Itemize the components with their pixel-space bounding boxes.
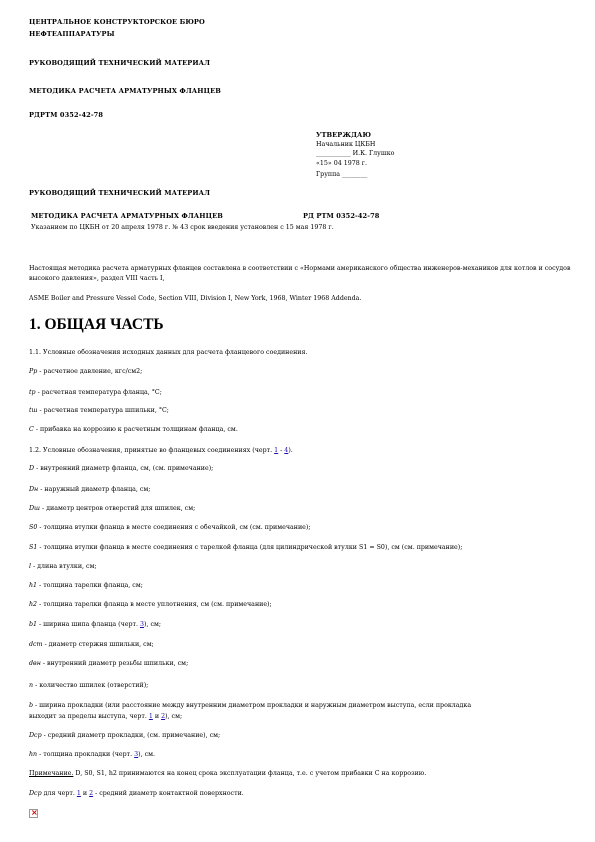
- dash: -: [278, 447, 285, 454]
- symbol-item-b: [29, 702, 471, 709]
- and-text: и: [152, 713, 162, 720]
- symbol-item: [29, 426, 238, 433]
- subheader-doc-title: МЕТОДИКА РАСЧЕТА АРМАТУРНЫХ ФЛАНЦЕВ: [31, 212, 223, 220]
- symbol-item: [29, 582, 143, 589]
- drawing-1-link[interactable]: 1: [76, 790, 81, 797]
- doc-type: РУКОВОДЯЩИЙ ТЕХНИЧЕСКИЙ МАТЕРИАЛ: [29, 59, 211, 67]
- symbol-item: [29, 601, 272, 608]
- intro-paragraph-2: ASME Boiler and Pressure Vessel Code, Section VIII, Division I, New York, 1968, Winter 1968 Addenda.: [29, 295, 362, 302]
- approval-title: УТВЕРЖДАЮ: [316, 131, 372, 139]
- symbol-desc-cont: выходит за пределы выступа, черт.: [29, 713, 149, 720]
- note-label: Примечание.: [29, 770, 74, 777]
- symbol-item: [29, 368, 142, 375]
- text: - средний диаметр контактной поверхности.: [93, 790, 244, 797]
- symbol-item-b1: [29, 621, 161, 628]
- drawing-2-link[interactable]: 2: [89, 790, 94, 797]
- section-1-1: 1.1. Условные обозначения исходных данных для расчета фланцевого соединения.: [29, 349, 308, 356]
- symbol-item: [29, 682, 148, 689]
- symbol: tр: [29, 389, 36, 396]
- note-text: D, S0, S1, h2 принимаются на конец срока эксплуатации фланца, т.е. с учетом прибавки С на коррозию.: [73, 770, 427, 777]
- doc-title: МЕТОДИКА РАСЧЕТА АРМАТУРНЫХ ФЛАНЦЕВ: [29, 87, 221, 95]
- drawing-3-link[interactable]: 3: [139, 621, 144, 628]
- subheader-decree: Указанием по ЦКБН от 20 апреля 1978 г. № 43 срок введения установлен с 15 мая 1978 г.: [31, 224, 334, 231]
- symbol: n: [29, 682, 34, 689]
- symbol: S1: [29, 544, 38, 551]
- symbol-desc: - длина втулки, см;: [31, 563, 97, 570]
- symbol-desc: - прибавка на коррозию к расчетным толщинам фланца, см.: [33, 426, 238, 433]
- symbol-item: [29, 486, 150, 493]
- symbol-item: [29, 563, 97, 570]
- symbol: Dср: [29, 790, 42, 797]
- drawing-1-link[interactable]: 1: [148, 713, 153, 720]
- symbol-item: [29, 465, 213, 472]
- contact-surface-line: [29, 790, 244, 797]
- symbol-item: [29, 524, 310, 531]
- symbol-desc: - расчетная температура фланца, °С;: [35, 389, 162, 396]
- symbol-desc: - внутренний диаметр резьбы шпильки, см;: [40, 660, 189, 667]
- symbol: b: [29, 702, 34, 709]
- subheader-doc-type: РУКОВОДЯЩИЙ ТЕХНИЧЕСКИЙ МАТЕРИАЛ: [29, 189, 211, 197]
- symbol-desc: - внутренний диаметр фланца, см, (см. примечание);: [34, 465, 214, 472]
- approval-date: «15» 04 1978 г.: [316, 160, 368, 167]
- approval-position: Начальник ЦКБН: [316, 141, 376, 148]
- symbol: hп: [29, 751, 38, 758]
- section-1-2-end: ).: [288, 447, 293, 454]
- symbol-desc: - средний диаметр прокладки, (см. примечание), см;: [41, 732, 221, 739]
- broken-image-x: ×: [31, 808, 38, 817]
- symbol-desc: - толщина тарелки фланца в месте уплотнения, см (см. примечание);: [37, 601, 272, 608]
- symbol-desc: - толщина прокладки (черт.: [37, 751, 135, 758]
- note: [29, 770, 426, 777]
- approval-group: Группа ________: [316, 171, 368, 178]
- symbol-item-b-cont: [29, 713, 182, 720]
- symbol-desc-end: ), см.: [138, 751, 156, 758]
- drawing-4-link[interactable]: 4: [284, 447, 289, 454]
- symbol-item: [29, 660, 188, 667]
- intro-paragraph: Настоящая методика расчета арматурных фланцев составлена в соответствии с «Нормами американского общества инженеров-механиков для котлов и сосудов высокого давления», раздел VIII часть I,: [29, 265, 571, 282]
- symbol-desc: - количество шпилек (отверстий);: [33, 682, 149, 689]
- and-text: и: [80, 790, 90, 797]
- doc-code: РДРТМ 0352-42-78: [29, 111, 104, 119]
- symbol: b1: [29, 621, 38, 628]
- symbol-desc: - толщина тарелки фланца, см;: [37, 582, 143, 589]
- text: для черт.: [41, 790, 77, 797]
- symbol-desc: - толщина втулки фланца в месте соединения с тарелкой фланца (для цилиндрической втулки S1 = S0), см (см. примечание);: [37, 544, 463, 551]
- symbol-desc: - наружный диаметр фланца, см;: [38, 486, 151, 493]
- symbol: Рр: [29, 368, 38, 375]
- symbol-desc: - расчетная температура шпильки, °С;: [37, 407, 169, 414]
- drawing-2-link[interactable]: 2: [161, 713, 166, 720]
- symbol-item: [29, 544, 462, 551]
- drawing-1-link[interactable]: 1: [274, 447, 279, 454]
- section-heading: 1. ОБЩАЯ ЧАСТЬ: [29, 316, 164, 333]
- symbol-item-hp: [29, 751, 155, 758]
- symbol-item: [29, 407, 169, 414]
- symbol: Dср: [29, 732, 42, 739]
- symbol-desc: - ширина шипа фланца (черт.: [37, 621, 140, 628]
- symbol: h2: [29, 601, 38, 608]
- org-name-line2: НЕФТЕАППАРАТУРЫ: [29, 30, 115, 38]
- symbol: dвн: [29, 660, 41, 667]
- org-name-line1: ЦЕНТРАЛЬНОЕ КОНСТРУКТОРСКОЕ БЮРО: [29, 18, 205, 26]
- section-1-2-text: 1.2. Условные обозначения, принятые во фланцевых соединениях (черт.: [29, 447, 275, 454]
- drawing-3-link[interactable]: 3: [134, 751, 139, 758]
- symbol-desc: - диаметр стержня шпильки, см;: [42, 641, 154, 648]
- symbol-desc: - ширина прокладки (или расстояние между внутренним диаметром прокладки и наружным диаметром выступа, если прокладка: [33, 702, 472, 709]
- symbol: Dш: [29, 505, 41, 512]
- broken-image-icon: [29, 809, 38, 818]
- symbol: S0: [29, 524, 38, 531]
- symbol: h1: [29, 582, 38, 589]
- symbol: С: [29, 426, 34, 433]
- symbol: dст: [29, 641, 43, 648]
- symbol-item-dcp: [29, 732, 220, 739]
- approval-signature: ___________ И.К. Глушко: [316, 150, 395, 157]
- symbol-desc-end: ), см;: [165, 713, 183, 720]
- symbol: tш: [29, 407, 38, 414]
- symbol: l: [29, 563, 32, 570]
- symbol-desc: - диаметр центров отверстий для шпилек, см;: [40, 505, 196, 512]
- symbol-item: [29, 641, 154, 648]
- symbol: Dн: [29, 486, 39, 493]
- symbol: D: [29, 465, 35, 472]
- section-1-2: [29, 447, 293, 454]
- symbol-desc: - расчетное давление, кгс/см2;: [37, 368, 143, 375]
- subheader-doc-code: РД РТМ 0352-42-78: [303, 212, 380, 220]
- symbol-desc: - толщина втулки фланца в месте соединения с обечайкой, см (см. примечание);: [37, 524, 311, 531]
- symbol-desc-end: ), см;: [143, 621, 161, 628]
- symbol-item: [29, 389, 162, 396]
- symbol-item: [29, 505, 195, 512]
